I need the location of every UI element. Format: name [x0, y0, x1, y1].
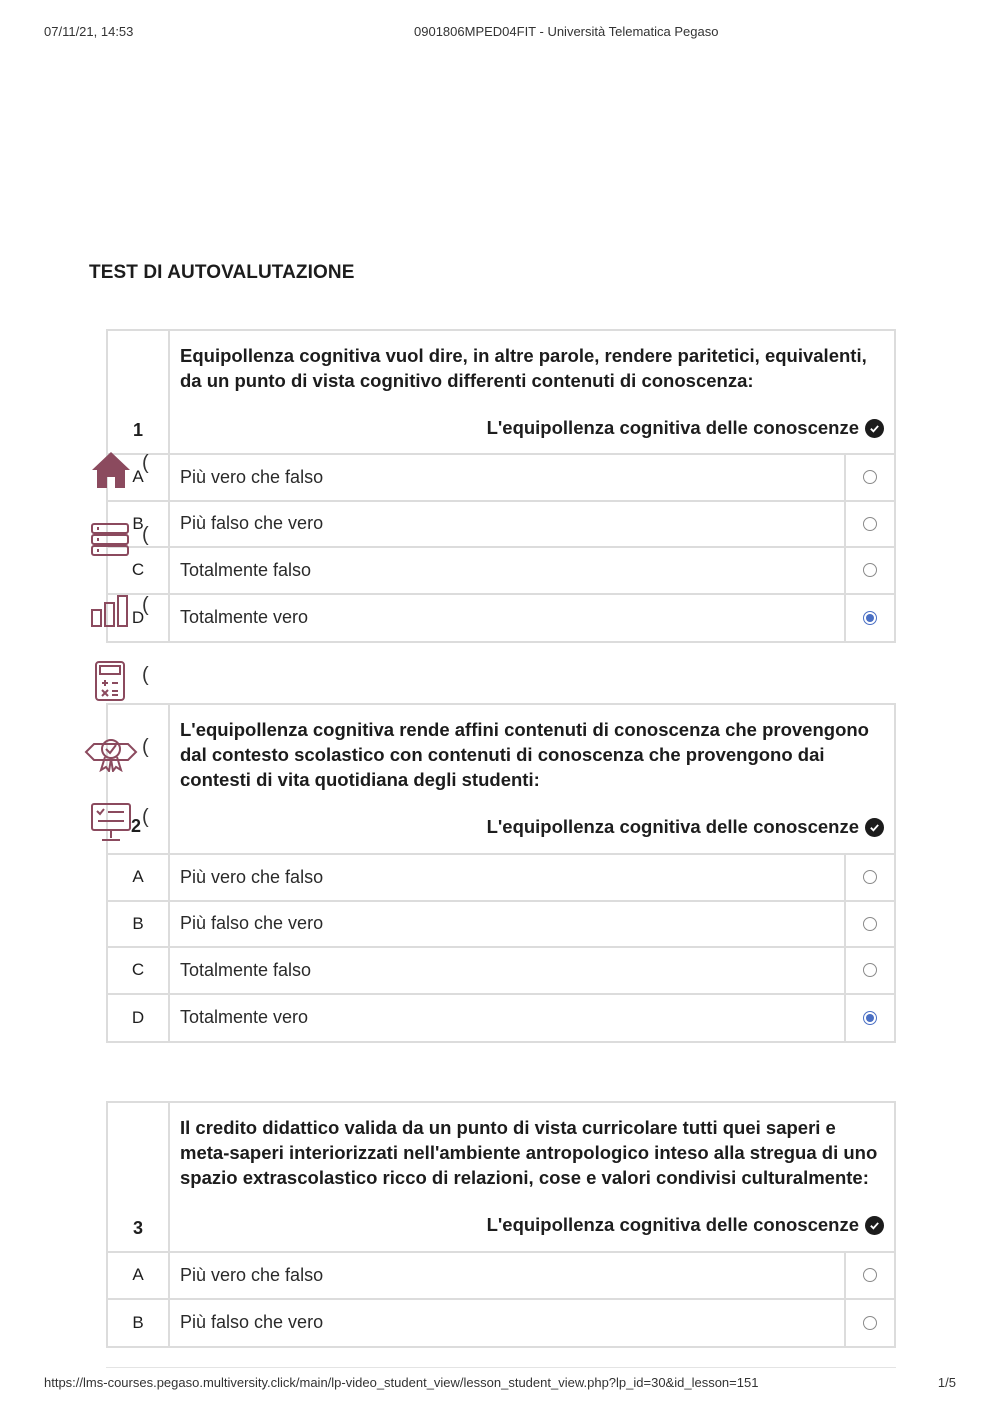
page-title: TEST DI AUTOVALUTAZIONE	[89, 262, 355, 283]
option-text: Totalmente vero	[180, 1007, 309, 1028]
check-circle-icon	[865, 419, 884, 438]
question-2-number: 2	[131, 816, 142, 836]
option-letter: A	[108, 1253, 170, 1298]
option-row[interactable]	[108, 902, 894, 949]
option-text: Più falso che vero	[180, 913, 324, 934]
option-row[interactable]	[108, 548, 894, 595]
print-url: https://lms-courses.pegaso.multiversity.click/main/lp-video_student_view/lesson_student_view.php?lp_id=30&id_lesson=151	[44, 1375, 759, 1390]
option-text: Più vero che falso	[180, 1264, 324, 1285]
option-text: Più falso che vero	[180, 1312, 324, 1333]
option-text: Totalmente falso	[180, 559, 312, 580]
module-label: L'equipollenza cognitiva delle conoscenze	[486, 1214, 859, 1235]
option-radio[interactable]	[863, 917, 877, 931]
monitor-checklist-icon[interactable]	[90, 802, 132, 844]
check-circle-icon	[865, 818, 884, 837]
option-radio[interactable]	[863, 870, 877, 884]
question-2	[106, 703, 896, 1043]
option-radio[interactable]	[863, 1316, 877, 1330]
option-letter: C	[108, 948, 170, 993]
home-icon[interactable]	[90, 450, 132, 490]
option-row[interactable]	[108, 502, 894, 549]
question-3	[106, 1101, 896, 1348]
calculator-icon[interactable]	[94, 660, 126, 702]
module-label: L'equipollenza cognitiva delle conoscenze	[486, 417, 859, 438]
question-text: Il credito didattico valida da un punto di vista curricolare tutti quei saperi e meta-saperi interiorizzati nell'ambiente antropologico inteso alla stregua di uno spazio extrascolastico ricco di relazioni, cose e valori condivisi culturalmente:	[180, 1117, 878, 1188]
option-letter: B	[108, 902, 170, 947]
module-label: L'equipollenza cognitiva delle conoscenze	[486, 816, 859, 837]
option-radio[interactable]	[863, 517, 877, 531]
option-row[interactable]	[108, 995, 894, 1042]
chart-icon[interactable]	[90, 594, 132, 628]
option-radio[interactable]	[863, 563, 877, 577]
question-module	[180, 1214, 884, 1236]
option-text: Totalmente falso	[180, 959, 312, 980]
question-module	[180, 816, 884, 838]
option-radio-selected[interactable]	[863, 1011, 877, 1025]
check-circle-icon	[865, 1216, 884, 1235]
option-radio[interactable]	[863, 963, 877, 977]
option-letter: A	[108, 455, 170, 500]
option-row[interactable]	[108, 1300, 894, 1347]
question-1	[106, 329, 896, 643]
option-text: Più falso che vero	[180, 513, 324, 534]
option-radio[interactable]	[863, 1268, 877, 1282]
option-letter: C	[108, 548, 170, 593]
option-radio-selected[interactable]	[863, 611, 877, 625]
option-text: Più vero che falso	[180, 466, 324, 487]
print-page-title: 0901806MPED04FIT - Università Telematica Pegaso	[414, 24, 719, 39]
option-row[interactable]	[108, 455, 894, 502]
books-icon[interactable]	[90, 522, 132, 558]
option-letter: B	[108, 1300, 170, 1347]
question-number: 3	[108, 1103, 170, 1251]
option-text: Totalmente vero	[180, 607, 309, 628]
print-datetime: 07/11/21, 14:53	[44, 24, 134, 39]
option-letter: A	[108, 855, 170, 900]
option-letter: B	[108, 502, 170, 547]
print-page-number: 1/5	[937, 1375, 956, 1390]
option-letter: D	[108, 595, 170, 642]
option-text: Più vero che falso	[180, 866, 324, 887]
footer-divider	[106, 1367, 896, 1368]
option-row[interactable]	[108, 595, 894, 642]
option-row[interactable]	[108, 855, 894, 902]
question-text: L'equipollenza cognitiva rende affini contenuti di conoscenza che provengono dal contesto scolastico con contenuti di conoscenza che provengono dai contesti di vita quotidiana degli studenti:	[180, 719, 869, 790]
question-text: Equipollenza cognitiva vuol dire, in altre parole, rendere paritetici, equivalenti, da un punto di vista cognitivo differenti contenuti di conoscenza:	[180, 345, 867, 391]
award-icon[interactable]	[84, 732, 138, 772]
option-letter: D	[108, 995, 170, 1042]
option-row[interactable]	[108, 1253, 894, 1300]
question-module	[180, 417, 884, 439]
option-row[interactable]	[108, 948, 894, 995]
question-number: 1	[108, 331, 170, 453]
option-radio[interactable]	[863, 470, 877, 484]
